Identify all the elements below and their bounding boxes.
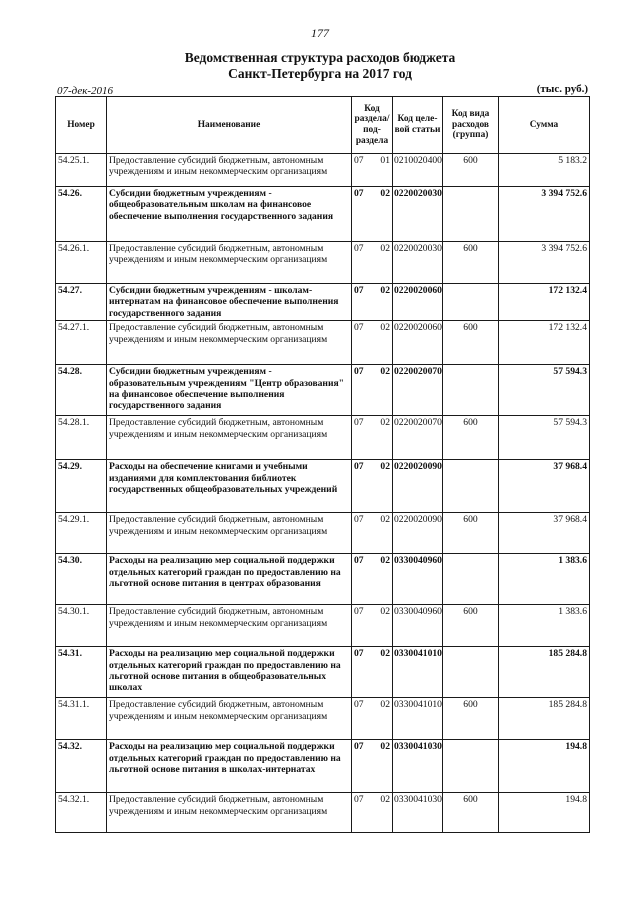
row-subsection: 02 (380, 322, 390, 334)
row-expense-type (443, 554, 499, 605)
row-name: Расходы на реализацию мер социальной поддержки отдельных категорий граждан по предоставлению на льготной основе питания в школах-интернатах (107, 740, 352, 793)
row-expense-type (443, 284, 499, 321)
row-section-code (352, 242, 393, 284)
row-subsection: 02 (380, 555, 390, 567)
table-row (56, 554, 590, 605)
row-section-code (352, 513, 393, 554)
table-row (56, 284, 590, 321)
budget-table (55, 96, 590, 833)
row-article-code: 0330040960 (393, 554, 443, 605)
row-name: Предоставление субсидий бюджетным, автономным учреждениям и иным некоммерческим организациям (107, 416, 352, 460)
row-name: Предоставление субсидий бюджетным, автономным учреждениям и иным некоммерческим организациям (107, 321, 352, 365)
row-expense-type (443, 365, 499, 416)
column-header-name: Наименование (107, 97, 352, 154)
column-header-article: Код целе-вой статьи (393, 97, 443, 154)
row-number: 54.26. (56, 187, 107, 242)
row-section: 07 (354, 366, 364, 378)
row-amount: 57 594.3 (499, 365, 590, 416)
row-section: 07 (354, 555, 364, 567)
row-amount: 185 284.8 (499, 647, 590, 698)
row-section: 07 (354, 514, 364, 526)
row-expense-type: 600 (443, 605, 499, 647)
column-header-expense-type: Код вида расходов (группа) (443, 97, 499, 154)
row-subsection: 02 (380, 648, 390, 660)
row-amount: 185 284.8 (499, 698, 590, 740)
row-section: 07 (354, 155, 364, 166)
table-row (56, 416, 590, 460)
row-section: 07 (354, 741, 364, 753)
row-section-code (352, 698, 393, 740)
row-section-code (352, 154, 393, 187)
row-amount: 3 394 752.6 (499, 187, 590, 242)
row-amount: 57 594.3 (499, 416, 590, 460)
row-subsection: 02 (380, 461, 390, 473)
row-section: 07 (354, 285, 364, 296)
row-section: 07 (354, 699, 364, 711)
row-subsection: 02 (380, 417, 390, 429)
row-amount: 37 968.4 (499, 460, 590, 513)
row-article-code: 0210020400 (393, 154, 443, 187)
row-section: 07 (354, 322, 364, 334)
table-row (56, 187, 590, 242)
row-section-code (352, 554, 393, 605)
row-article-code: 0220020060 (393, 321, 443, 365)
row-name: Предоставление субсидий бюджетным, автономным учреждениям и иным некоммерческим организациям (107, 793, 352, 833)
row-subsection: 02 (380, 794, 390, 806)
row-article-code: 0220020070 (393, 416, 443, 460)
row-number: 54.29.1. (56, 513, 107, 554)
row-number: 54.27.1. (56, 321, 107, 365)
row-expense-type: 600 (443, 416, 499, 460)
row-expense-type: 600 (443, 154, 499, 187)
table-row (56, 513, 590, 554)
row-article-code: 0220020090 (393, 513, 443, 554)
row-section-code (352, 460, 393, 513)
row-amount: 1 383.6 (499, 554, 590, 605)
row-name: Предоставление субсидий бюджетным, автономным учреждениям и иным некоммерческим организациям (107, 513, 352, 554)
table-row (56, 365, 590, 416)
row-amount: 172 132.4 (499, 321, 590, 365)
document-date: 07-дек-2016 (57, 85, 114, 97)
row-article-code: 0220020070 (393, 365, 443, 416)
row-amount: 194.8 (499, 740, 590, 793)
row-subsection: 02 (380, 741, 390, 753)
row-section: 07 (354, 243, 364, 254)
row-expense-type: 600 (443, 698, 499, 740)
row-section: 07 (354, 648, 364, 660)
table-header-row (56, 97, 590, 154)
row-article-code: 0220020090 (393, 460, 443, 513)
row-number: 54.30.1. (56, 605, 107, 647)
table-row (56, 698, 590, 740)
row-expense-type: 600 (443, 513, 499, 554)
row-article-code: 0220020030 (393, 242, 443, 284)
row-subsection: 02 (380, 606, 390, 618)
row-expense-type (443, 740, 499, 793)
table-row (56, 740, 590, 793)
row-section-code (352, 605, 393, 647)
row-section-code (352, 740, 393, 793)
table-row (56, 460, 590, 513)
row-number: 54.31. (56, 647, 107, 698)
row-name: Предоставление субсидий бюджетным, автономным учреждениям и иным некоммерческим организациям (107, 242, 352, 284)
row-subsection: 02 (380, 699, 390, 711)
row-section-code (352, 365, 393, 416)
document-title (0, 50, 640, 82)
row-section-code (352, 416, 393, 460)
row-expense-type: 600 (443, 242, 499, 284)
row-expense-type: 600 (443, 321, 499, 365)
table-body (56, 154, 590, 833)
row-section-code (352, 321, 393, 365)
row-section-code (352, 187, 393, 242)
row-article-code: 0220020030 (393, 187, 443, 242)
row-name: Расходы на обеспечение книгами и учебными изданиями для комплектования библиотек государственных общеобразовательных учреждений (107, 460, 352, 513)
row-number: 54.28. (56, 365, 107, 416)
row-name: Субсидии бюджетным учреждениям - школам-интернатам на финансовое обеспечение выполнения государственного задания (107, 284, 352, 321)
row-subsection: 02 (380, 285, 390, 296)
row-article-code: 0330041030 (393, 793, 443, 833)
row-number: 54.31.1. (56, 698, 107, 740)
column-header-number: Номер (56, 97, 107, 154)
table-row (56, 605, 590, 647)
row-article-code: 0330041010 (393, 698, 443, 740)
table-row (56, 242, 590, 284)
row-expense-type: 600 (443, 793, 499, 833)
row-number: 54.26.1. (56, 242, 107, 284)
row-section-code (352, 647, 393, 698)
row-amount: 5 183.2 (499, 154, 590, 187)
row-section: 07 (354, 188, 364, 199)
row-number: 54.30. (56, 554, 107, 605)
row-subsection: 01 (380, 155, 390, 166)
row-name: Предоставление субсидий бюджетным, автономным учреждениям и иным некоммерческим организациям (107, 154, 352, 187)
row-name: Субсидии бюджетным учреждениям - образовательным учреждениям "Центр образования" на финансовое обеспечение выполнения государственного задания (107, 365, 352, 416)
row-number: 54.25.1. (56, 154, 107, 187)
row-name: Предоставление субсидий бюджетным, автономным учреждениям и иным некоммерческим организациям (107, 698, 352, 740)
table-row (56, 154, 590, 187)
row-number: 54.28.1. (56, 416, 107, 460)
row-subsection: 02 (380, 366, 390, 378)
row-name: Расходы на реализацию мер социальной поддержки отдельных категорий граждан по предоставлению на льготной основе питания в общеобразовательных школах (107, 647, 352, 698)
row-subsection: 02 (380, 188, 390, 199)
row-section: 07 (354, 461, 364, 473)
row-expense-type (443, 187, 499, 242)
table-row (56, 793, 590, 833)
row-amount: 172 132.4 (499, 284, 590, 321)
row-expense-type (443, 647, 499, 698)
row-article-code: 0330041030 (393, 740, 443, 793)
row-subsection: 02 (380, 514, 390, 526)
row-section: 07 (354, 794, 364, 806)
row-number: 54.29. (56, 460, 107, 513)
row-section-code (352, 793, 393, 833)
column-header-amount: Сумма (499, 97, 590, 154)
row-name: Расходы на реализацию мер социальной поддержки отдельных категорий граждан по предоставлению на льготной основе питания в центрах образования (107, 554, 352, 605)
row-amount: 37 968.4 (499, 513, 590, 554)
row-section: 07 (354, 606, 364, 618)
row-amount: 1 383.6 (499, 605, 590, 647)
row-section: 07 (354, 417, 364, 429)
units-label: (тыс. руб.) (536, 83, 588, 95)
row-article-code: 0330040960 (393, 605, 443, 647)
row-amount: 194.8 (499, 793, 590, 833)
row-number: 54.32. (56, 740, 107, 793)
row-name: Субсидии бюджетным учреждениям - общеобразовательным школам на финансовое обеспечение выполнения государственного задания (107, 187, 352, 242)
row-article-code: 0220020060 (393, 284, 443, 321)
table-row (56, 647, 590, 698)
table-row (56, 321, 590, 365)
title-line-2: Санкт-Петербурга на 2017 год (228, 66, 412, 81)
row-number: 54.32.1. (56, 793, 107, 833)
row-number: 54.27. (56, 284, 107, 321)
title-line-1: Ведомственная структура расходов бюджета (184, 50, 456, 65)
row-subsection: 02 (380, 243, 390, 254)
row-name: Предоставление субсидий бюджетным, автономным учреждениям и иным некоммерческим организациям (107, 605, 352, 647)
row-section-code (352, 284, 393, 321)
row-expense-type (443, 460, 499, 513)
column-header-section: Код раздела/ под-раздела (352, 97, 393, 154)
row-amount: 3 394 752.6 (499, 242, 590, 284)
row-article-code: 0330041010 (393, 647, 443, 698)
page-number: 177 (311, 26, 329, 40)
